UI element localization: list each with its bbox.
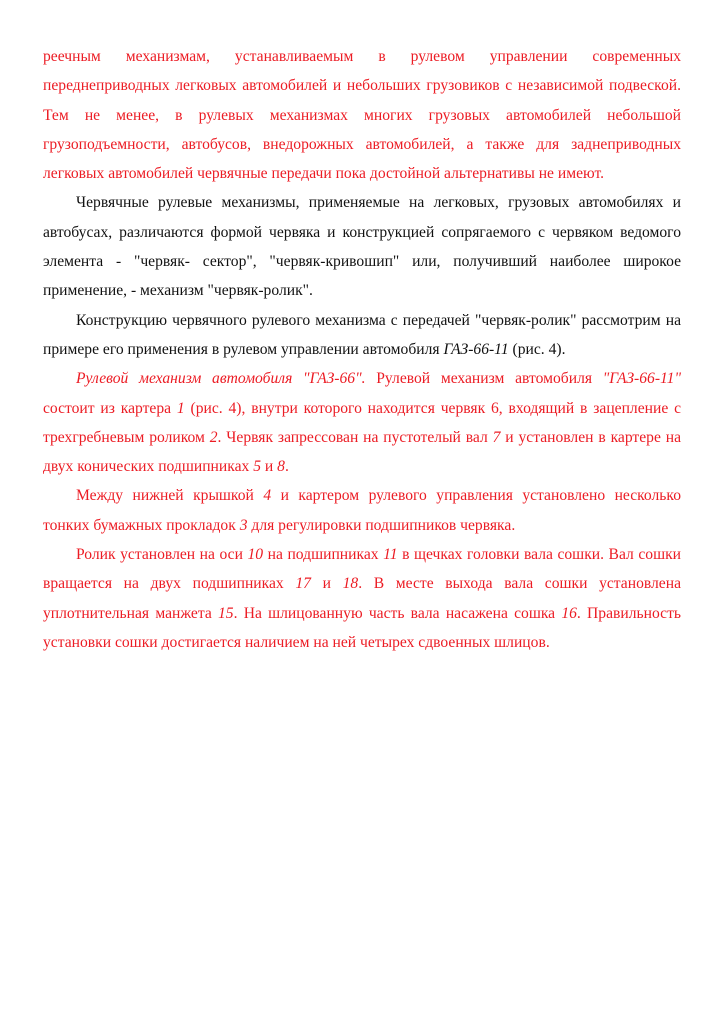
text-run: реечным механизмам, устанавливаемым в рулевом управлении современных переднеприводных легковых автомобилей и небольших грузовиков с независимой подвеской. Тем не менее, в рулевых механизмах многих грузовых автомобилей небольшой грузоподъемности, автобусов, внедорожных автомобилей, а также для заднеприводных легковых автомобилей червячные передачи пока достойной альтернативы не имеют. [43,48,681,183]
part-number: 10 [247,546,264,564]
text-run: и установлен в картере на двух конических подшипниках [43,428,682,476]
paragraph-gaz66-steering-gear [43,364,681,481]
part-number: 8 [277,458,285,476]
paragraph-worm-mechanisms-types [43,188,681,305]
part-number: 1 [176,399,185,417]
text-run: Между нижней крышкой [76,487,264,505]
text-run: в щечках головки вала сошки. Вал сошки вращается на двух подшипниках [43,546,681,593]
model-reference: ГАЗ-66-11 [443,340,509,358]
text-run: и картером рулевого управления установлено несколько тонких бумажных прокладок [43,487,681,534]
section-heading-inline: Рулевой механизм автомобиля "ГАЗ-66". [76,370,366,388]
text-run: для регулировки подшипников червяка. [247,516,516,534]
part-number: 2 [209,428,218,446]
paragraph-roller-and-pitman-arm [43,540,681,657]
text-run: на подшипниках [263,546,384,564]
paragraph-intro-continuation [43,42,681,188]
text-run: Конструкцию червячного рулевого механизма с передачей "червяк-ролик" рассмотрим на примере его применения в рулевом управлении автомобиля [43,311,681,358]
text-run: . Червяк запрессован на пустотелый вал [217,428,493,446]
text-run: (рис. 4). [508,340,566,358]
part-number: 4 [263,487,272,505]
paragraph-shims-adjustment [43,481,681,540]
text-run: . На шлицованную часть вала насажена сошка [233,604,562,622]
text-run: . [284,458,289,476]
part-number: 7 [492,428,501,446]
text-run: и [310,575,343,593]
text-run: состоит из картера [43,399,177,417]
part-number: 17 [295,575,311,593]
text-run: . В месте выхода вала сошки установлена уплотнительная манжета [43,575,681,622]
document-page [43,42,681,657]
paragraph-gaz-example-intro [43,306,681,365]
part-number: 5 [253,458,261,476]
part-number: 15 [217,604,234,622]
text-run: (рис. 4), внутри которого находится червяк 6, входящий в зацепление с трехгребневым роликом [43,399,681,446]
text-run: Червячные рулевые механизмы, применяемые на легковых, грузовых автомобилях и автобусах, различаются формой червяка и конструкцией сопрягаемого с червяком ведомого элемента - "червяк- сектор", "червяк-кривошип" или, получивший наиболее широкое применение, - механизм "червяк-ролик". [43,194,681,300]
text-run: и [261,458,278,476]
model-reference: "ГАЗ-66-11" [602,370,681,388]
text-run: Ролик установлен на оси [76,546,248,564]
text-run: . Правильность установки сошки достигается наличием на ней четырех сдвоенных шлицов. [43,604,681,651]
part-number: 18 [342,575,359,593]
part-number: 11 [383,546,398,564]
part-number: 3 [239,516,248,534]
part-number: 16 [561,604,577,622]
text-run: Рулевой механизм автомобиля [365,370,603,388]
